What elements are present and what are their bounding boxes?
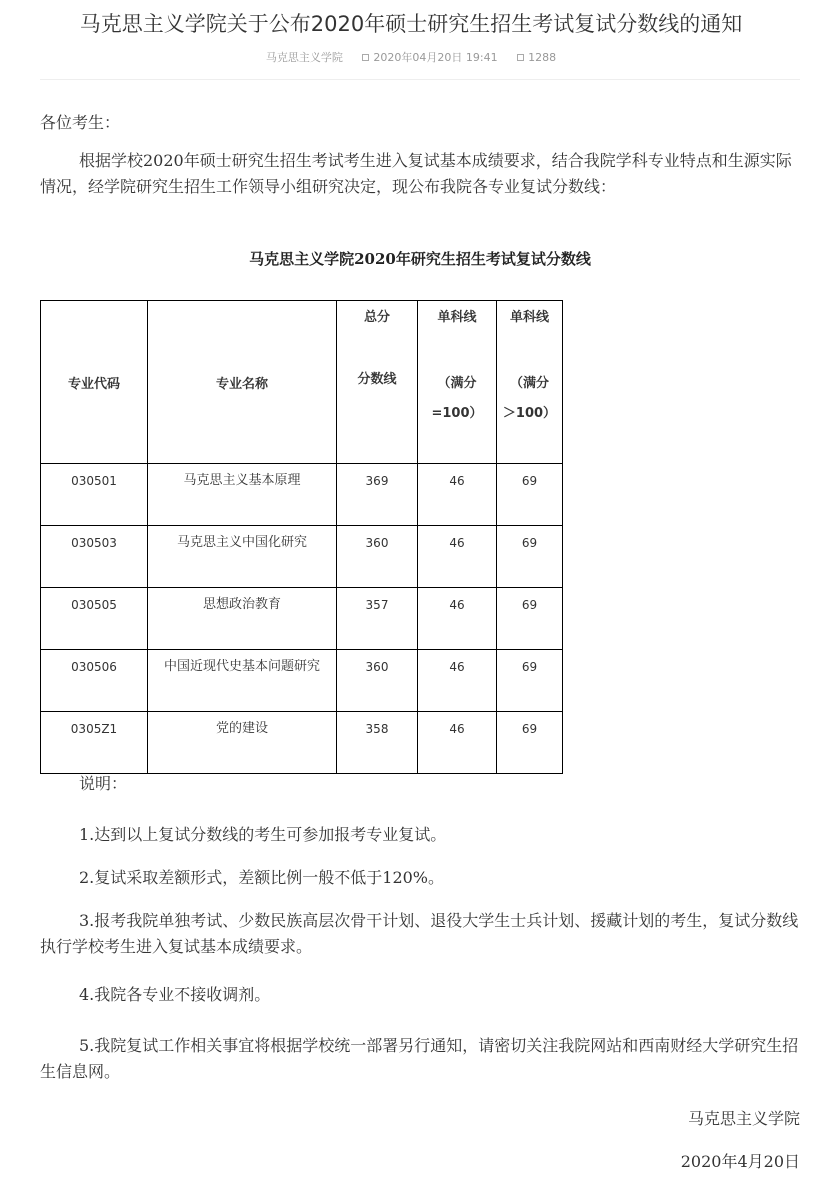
header-code: 专业代码 [41, 301, 148, 464]
header-single100-line1: 单科线 [437, 310, 477, 325]
header-total-gap [337, 329, 417, 369]
cell-code: 030501 [41, 464, 148, 526]
salutation: 各位考生： [40, 113, 121, 132]
note-item: 4.我院各专业不接收调剂。 [79, 985, 271, 1004]
table-header-row [41, 301, 563, 464]
cell-singleover: 69 [497, 526, 563, 588]
meta-author: 马克思主义学院 [265, 51, 343, 64]
meta-views-text: 1288 [528, 51, 557, 64]
score-table [40, 300, 563, 774]
cell-singleover: 69 [497, 712, 563, 774]
table-title: 马克思主义学院2020年研究生招生考试复试分数线 [249, 250, 591, 268]
signature-date: 2020年4月20日 [680, 1152, 800, 1171]
cell-single100: 46 [418, 712, 497, 774]
header-total [337, 301, 418, 464]
note-item: 2.复试采取差额形式，差额比例一般不低于120%。 [79, 868, 445, 887]
notes-heading: 说明： [79, 774, 128, 793]
signature-org: 马克思主义学院 [687, 1109, 800, 1128]
cell-total: 360 [337, 526, 418, 588]
header-name: 专业名称 [148, 301, 337, 464]
cell-single100: 46 [418, 588, 497, 650]
table-row [41, 464, 563, 526]
article-meta [0, 51, 822, 65]
header-singleover-gap [497, 329, 562, 369]
header-single100-line3: =100） [431, 406, 483, 421]
cell-code: 0305Z1 [41, 712, 148, 774]
table-row [41, 650, 563, 712]
cell-name: 马克思主义中国化研究 [148, 526, 337, 588]
cell-single100: 46 [418, 650, 497, 712]
note-item: 5.我院复试工作相关事宜将根据学校统一部署另行通知，请密切关注我院网站和西南财经大学研究生招生信息网。 [40, 1036, 799, 1081]
cell-name: 思想政治教育 [148, 588, 337, 650]
cell-singleover: 69 [497, 650, 563, 712]
table-row [41, 526, 563, 588]
cell-code: 030505 [41, 588, 148, 650]
header-total-line1: 总分 [363, 310, 390, 325]
cell-singleover: 69 [497, 464, 563, 526]
table-row [41, 588, 563, 650]
clock-icon [362, 54, 369, 61]
header-singleover-line3: ＞100） [502, 406, 557, 421]
cell-single100: 46 [418, 526, 497, 588]
header-divider [40, 79, 800, 80]
cell-name: 党的建设 [148, 712, 337, 774]
cell-name: 中国近现代史基本问题研究 [148, 650, 337, 712]
header-single100-line2: （满分 [437, 376, 477, 391]
cell-name: 马克思主义基本原理 [148, 464, 337, 526]
table-row [41, 712, 563, 774]
note-item: 1.达到以上复试分数线的考生可参加报考专业复试。 [79, 825, 447, 844]
header-singleover-line1: 单科线 [509, 310, 549, 325]
cell-singleover: 69 [497, 588, 563, 650]
meta-views [517, 51, 556, 64]
note-item: 3.报考我院单独考试、少数民族高层次骨干计划、退役大学生士兵计划、援藏计划的考生，复试分数线执行学校考生进入复试基本成绩要求。 [40, 911, 799, 956]
cell-total: 358 [337, 712, 418, 774]
header-singleover-line2: （满分 [509, 376, 549, 391]
header-single100 [418, 301, 497, 464]
cell-single100: 46 [418, 464, 497, 526]
header-singleover [497, 301, 563, 464]
cell-total: 357 [337, 588, 418, 650]
cell-code: 030503 [41, 526, 148, 588]
meta-date [362, 51, 497, 64]
cell-total: 360 [337, 650, 418, 712]
header-single100-gap [418, 329, 496, 369]
cell-code: 030506 [41, 650, 148, 712]
eye-icon [517, 54, 524, 61]
article-title: 马克思主义学院关于公布2020年硕士研究生招生考试复试分数线的通知 [79, 12, 743, 36]
intro-paragraph: 根据学校2020年硕士研究生招生考试考生进入复试基本成绩要求，结合我院学科专业特点和生源实际情况，经学院研究生招生工作领导小组研究决定，现公布我院各专业复试分数线： [40, 151, 792, 196]
meta-date-text: 2020年04月20日 19:41 [373, 51, 498, 64]
header-total-line2: 分数线 [357, 372, 397, 387]
cell-total: 369 [337, 464, 418, 526]
